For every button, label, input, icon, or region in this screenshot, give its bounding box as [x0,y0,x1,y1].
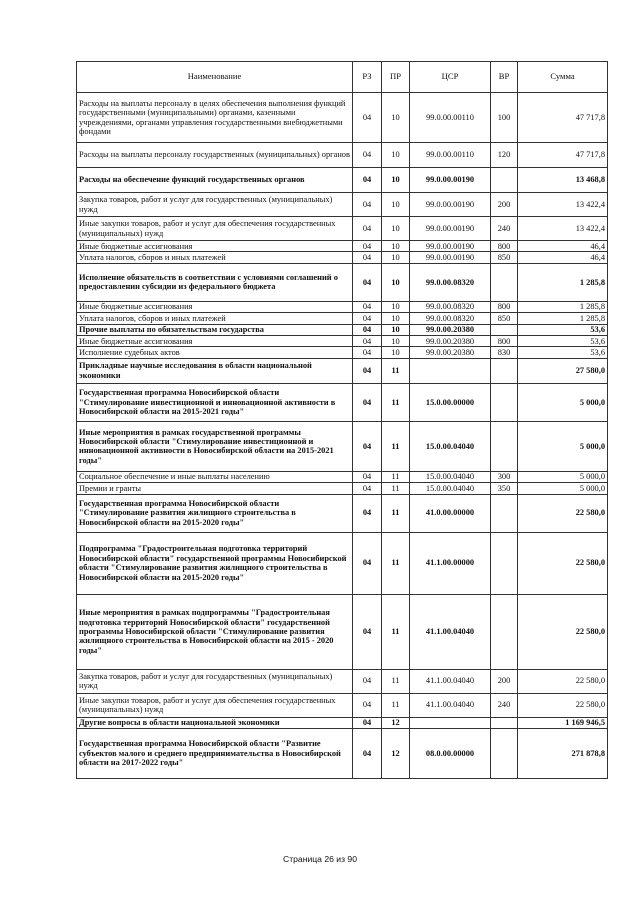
cell-sum: 46,4 [518,241,608,252]
cell-name: Иные бюджетные ассигнования [77,336,353,347]
cell-name: Иные закупки товаров, работ и услуг для обеспечения государственных (муниципальных) нужд [77,217,353,241]
cell-vr: 300 [491,471,518,482]
cell-pr: 10 [382,301,410,312]
cell-pr: 10 [382,252,410,263]
cell-vr: 240 [491,217,518,241]
cell-pr: 10 [382,217,410,241]
cell-rz: 04 [353,347,382,358]
cell-sum: 1 285,8 [518,301,608,312]
cell-vr [491,383,518,421]
cell-csr: 41.0.00.00000 [410,494,491,532]
cell-rz: 04 [353,494,382,532]
cell-vr [491,594,518,669]
table-header-row [77,62,608,93]
table-row [77,494,608,532]
cell-csr: 15.0.00.04040 [410,421,491,471]
table-row [77,471,608,482]
cell-rz: 04 [353,168,382,193]
cell-sum: 27 580,0 [518,358,608,383]
cell-pr: 11 [382,471,410,482]
cell-rz: 04 [353,693,382,717]
cell-sum: 5 000,0 [518,483,608,494]
cell-pr: 11 [382,532,410,594]
cell-name: Другие вопросы в области национальной экономики [77,717,353,728]
cell-vr: 800 [491,336,518,347]
table-row [77,301,608,312]
cell-csr: 99.0.00.00190 [410,217,491,241]
cell-sum: 22 580,0 [518,594,608,669]
header-pr: ПР [382,62,410,93]
cell-rz: 04 [353,241,382,252]
cell-name: Иные мероприятия в рамках подпрограммы "Градостроительная подготовка территорий Новосибирской области" государственной программы Новосибирской области "Стимулирование развития жилищного строительства в Новосибирской области на 2015 - 2020 годы" [77,594,353,669]
cell-vr [491,494,518,532]
cell-name: Уплата налогов, сборов и иных платежей [77,252,353,263]
cell-pr: 11 [382,421,410,471]
table-row [77,143,608,168]
cell-sum: 47 717,8 [518,93,608,143]
cell-rz: 04 [353,263,382,301]
cell-csr: 99.0.00.00110 [410,143,491,168]
cell-csr: 15.0.00.00000 [410,383,491,421]
cell-pr: 10 [382,193,410,217]
cell-csr: 99.0.00.20380 [410,336,491,347]
cell-pr: 10 [382,324,410,335]
cell-sum: 5 000,0 [518,471,608,482]
cell-rz: 04 [353,217,382,241]
cell-csr: 99.0.00.20380 [410,347,491,358]
cell-csr: 99.0.00.00190 [410,241,491,252]
cell-pr: 11 [382,383,410,421]
cell-pr: 10 [382,263,410,301]
cell-pr: 11 [382,494,410,532]
cell-vr: 830 [491,347,518,358]
cell-name: Уплата налогов, сборов и иных платежей [77,313,353,324]
cell-pr: 10 [382,336,410,347]
cell-pr: 10 [382,241,410,252]
table-row [77,717,608,728]
cell-csr: 99.0.00.08320 [410,301,491,312]
cell-csr: 99.0.00.08320 [410,313,491,324]
cell-csr: 99.0.00.00190 [410,168,491,193]
cell-csr: 41.1.00.00000 [410,532,491,594]
table-row [77,693,608,717]
cell-rz: 04 [353,193,382,217]
cell-sum: 1 169 946,5 [518,717,608,728]
table-row [77,483,608,494]
header-rz: РЗ [353,62,382,93]
cell-csr: 41.1.00.04040 [410,693,491,717]
table-row [77,313,608,324]
cell-csr: 99.0.00.00190 [410,193,491,217]
cell-sum: 22 580,0 [518,693,608,717]
header-csr: ЦСР [410,62,491,93]
cell-rz: 04 [353,358,382,383]
table-row [77,263,608,301]
cell-name: Прочие выплаты по обязательствам государства [77,324,353,335]
cell-sum: 5 000,0 [518,383,608,421]
table-row [77,383,608,421]
cell-pr: 11 [382,358,410,383]
cell-csr [410,358,491,383]
cell-sum: 13 468,8 [518,168,608,193]
cell-rz: 04 [353,729,382,779]
cell-pr: 11 [382,669,410,693]
table-row [77,347,608,358]
cell-rz: 04 [353,383,382,421]
cell-rz: 04 [353,313,382,324]
cell-vr: 850 [491,252,518,263]
table-row [77,669,608,693]
cell-name: Иные закупки товаров, работ и услуг для обеспечения государственных (муниципальных) нужд [77,693,353,717]
header-name: Наименование [77,62,353,93]
cell-name: Государственная программа Новосибирской области "Стимулирование инвестиционной и инновационной активности в Новосибирской области на 2015-2021 годы" [77,383,353,421]
cell-vr [491,729,518,779]
cell-name: Иные бюджетные ассигнования [77,301,353,312]
table-row [77,358,608,383]
table-row [77,193,608,217]
cell-pr: 10 [382,168,410,193]
cell-rz: 04 [353,301,382,312]
page-number: Страница 26 из 90 [283,854,357,864]
table-row [77,532,608,594]
cell-rz: 04 [353,336,382,347]
cell-vr: 800 [491,241,518,252]
cell-vr: 120 [491,143,518,168]
cell-name: Расходы на обеспечение функций государственных органов [77,168,353,193]
cell-pr: 10 [382,143,410,168]
cell-rz: 04 [353,669,382,693]
cell-sum: 5 000,0 [518,421,608,471]
cell-csr: 99.0.00.00190 [410,252,491,263]
cell-name: Государственная программа Новосибирской области "Развитие субъектов малого и среднего предпринимательства в Новосибирской области на 2017-2022 годы" [77,729,353,779]
cell-rz: 04 [353,324,382,335]
cell-csr: 08.0.00.00000 [410,729,491,779]
cell-vr [491,717,518,728]
cell-sum: 47 717,8 [518,143,608,168]
table-row [77,168,608,193]
cell-pr: 11 [382,594,410,669]
cell-name: Исполнение судебных актов [77,347,353,358]
cell-rz: 04 [353,143,382,168]
cell-rz: 04 [353,252,382,263]
cell-name: Прикладные научные исследования в области национальной экономики [77,358,353,383]
cell-pr: 10 [382,93,410,143]
cell-pr: 12 [382,717,410,728]
cell-vr: 200 [491,669,518,693]
table-row [77,421,608,471]
cell-csr: 99.0.00.20380 [410,324,491,335]
cell-sum: 1 285,8 [518,313,608,324]
cell-pr: 10 [382,347,410,358]
cell-sum: 22 580,0 [518,494,608,532]
cell-sum: 13 422,4 [518,217,608,241]
cell-pr: 11 [382,693,410,717]
table-row [77,241,608,252]
cell-sum: 46,4 [518,252,608,263]
cell-sum: 13 422,4 [518,193,608,217]
cell-sum: 271 878,8 [518,729,608,779]
cell-name: Расходы на выплаты персоналу в целях обеспечения выполнения функций государственными (муниципальными) органами, казенными учреждениями, органами управления государственными внебюджетными фондами [77,93,353,143]
cell-name: Расходы на выплаты персоналу государственных (муниципальных) органов [77,143,353,168]
table-row [77,217,608,241]
cell-csr: 41.1.00.04040 [410,594,491,669]
header-vr: ВР [491,62,518,93]
cell-csr: 99.0.00.00110 [410,93,491,143]
table-row [77,93,608,143]
cell-csr: 41.1.00.04040 [410,669,491,693]
cell-csr: 15.0.00.04040 [410,471,491,482]
cell-csr [410,717,491,728]
table-row [77,252,608,263]
cell-sum: 22 580,0 [518,669,608,693]
table-row [77,336,608,347]
cell-name: Социальное обеспечение и иные выплаты населению [77,471,353,482]
table-row [77,594,608,669]
table-row [77,324,608,335]
budget-table [76,61,608,779]
cell-sum: 1 285,8 [518,263,608,301]
cell-rz: 04 [353,421,382,471]
cell-vr: 850 [491,313,518,324]
cell-rz: 04 [353,93,382,143]
cell-sum: 53,6 [518,324,608,335]
cell-vr: 350 [491,483,518,494]
cell-vr: 100 [491,93,518,143]
cell-rz: 04 [353,532,382,594]
header-sum: Сумма [518,62,608,93]
cell-sum: 53,6 [518,347,608,358]
cell-name: Государственная программа Новосибирской области "Стимулирование развития жилищного строительства в Новосибирской области на 2015-2020 годы" [77,494,353,532]
cell-vr [491,263,518,301]
cell-name: Иные мероприятия в рамках государственной программы Новосибирской области "Стимулирование инвестиционной и инновационной активности в Новосибирской области на 2015-2021 годы" [77,421,353,471]
cell-vr [491,532,518,594]
cell-sum: 22 580,0 [518,532,608,594]
cell-vr: 800 [491,301,518,312]
cell-rz: 04 [353,594,382,669]
cell-name: Иные бюджетные ассигнования [77,241,353,252]
cell-vr: 200 [491,193,518,217]
cell-name: Подпрограмма "Градостроительная подготовка территорий Новосибирской области" государственной программы Новосибирской области "Стимулирование развития жилищного строительства в Новосибирской области на 2015-2020 годы" [77,532,353,594]
table-body [77,93,608,779]
cell-name: Исполнение обязательств в соответствии с условиями соглашений о предоставлении субсидии из федерального бюджета [77,263,353,301]
cell-vr [491,168,518,193]
cell-vr: 240 [491,693,518,717]
cell-csr: 99.0.00.08320 [410,263,491,301]
cell-pr: 12 [382,729,410,779]
cell-vr [491,358,518,383]
cell-vr [491,324,518,335]
cell-csr: 15.0.00.04040 [410,483,491,494]
cell-sum: 53,6 [518,336,608,347]
cell-rz: 04 [353,483,382,494]
cell-pr: 11 [382,483,410,494]
cell-rz: 04 [353,471,382,482]
cell-rz: 04 [353,717,382,728]
table-row [77,729,608,779]
cell-vr [491,421,518,471]
cell-name: Закупка товаров, работ и услуг для государственных (муниципальных) нужд [77,193,353,217]
cell-name: Закупка товаров, работ и услуг для государственных (муниципальных) нужд [77,669,353,693]
cell-name: Премии и гранты [77,483,353,494]
cell-pr: 10 [382,313,410,324]
